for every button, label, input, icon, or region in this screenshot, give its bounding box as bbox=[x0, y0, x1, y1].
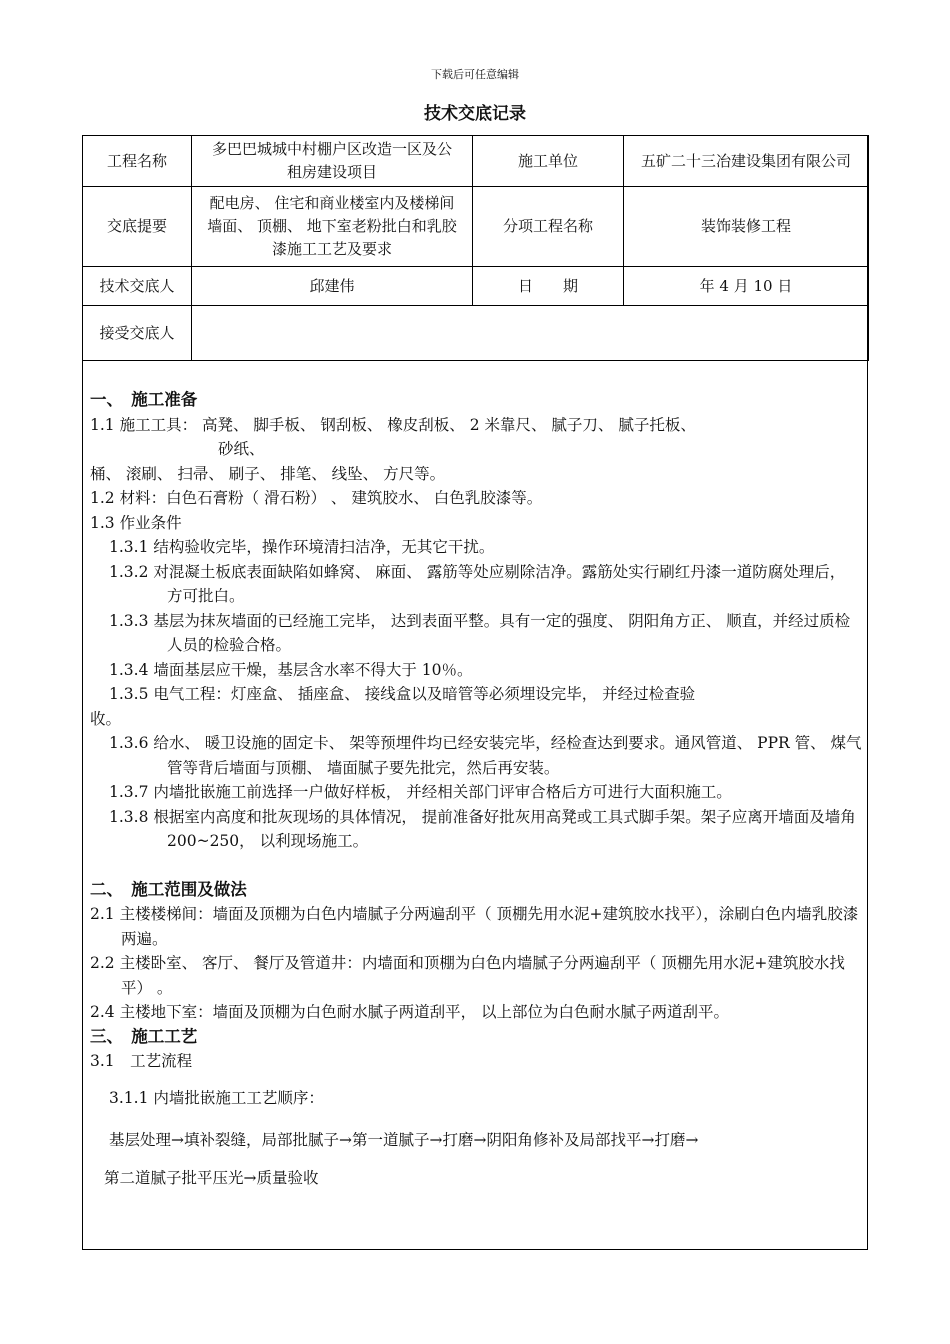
date-value: 年 4 月 10 日 bbox=[624, 267, 869, 306]
paragraph: 1.2 材料：白色石膏粉（ 滑石粉） 、 建筑胶水、 白色乳胶漆等。 bbox=[90, 489, 543, 507]
summary-label: 交底提要 bbox=[83, 187, 192, 267]
summary-value: 配电房、 住宅和商业楼室内及楼梯间墙面、 顶棚、 地下室老粉批白和乳胶漆施工工艺及要求 bbox=[192, 187, 473, 267]
document-body bbox=[90, 388, 862, 1192]
paragraph: 1.3.4 墙面基层应干燥，基层含水率不得大于 10％。 bbox=[109, 660, 473, 679]
table-row bbox=[83, 187, 869, 267]
page-header: 下载后可任意编辑 bbox=[431, 68, 519, 81]
construction-unit-label: 施工单位 bbox=[473, 136, 624, 187]
paragraph: 1.3.5 电气工程：灯座盒、 插座盒、 接线盒以及暗管等必须埋设完毕， 并经过检查验 bbox=[109, 685, 696, 703]
paragraph: 桶、 滚刷、 扫帚、 刷子、 排笔、 线坠、 方尺等。 bbox=[90, 464, 446, 483]
discloser-label: 技术交底人 bbox=[83, 267, 192, 306]
receiver-label: 接受交底人 bbox=[83, 306, 192, 361]
subproject-value: 装饰装修工程 bbox=[624, 187, 869, 267]
paragraph: 1.3.8 根据室内高度和批灰现场的具体情况， 提前准备好批灰用高凳或工具式脚手架。架子应离开墙面及墙角 200~250， 以利现场施工。 bbox=[109, 807, 856, 850]
paragraph: 收。 bbox=[90, 709, 122, 728]
paragraph: 1.3.2 对混凝土板底表面缺陷如蜂窝、 麻面、 露筋等处应剔除洁净。露筋处实行刷红丹漆一道防腐处理后， 方可批白。 bbox=[109, 562, 846, 605]
paragraph: 1.3 作业条件 bbox=[90, 513, 182, 532]
paragraph: 1.1 施工工具： 高凳、 脚手板、 钢刮板、 橡皮刮板、 2 米靠尺、 腻子刀、 腻子托板、 bbox=[90, 415, 696, 434]
date-label: 日 期 bbox=[473, 267, 624, 306]
paragraph: 1.3.3 基层为抹灰墙面的已经施工完毕， 达到表面平整。具有一定的强度、 阴阳角方正、 顺直，并经过质检人员的检验合格。 bbox=[109, 611, 851, 654]
paragraph: 2.1 主楼楼梯间：墙面及顶棚为白色内墙腻子分两遍刮平（ 顶棚先用水泥+建筑胶水找平），涂刷白色内墙乳胶漆两遍。 bbox=[90, 905, 859, 948]
paragraph: 2.4 主楼地下室：墙面及顶棚为白色耐水腻子两道刮平， 以上部位为白色耐水腻子两道刮平。 bbox=[90, 1003, 730, 1021]
discloser-value: 邱建伟 bbox=[192, 267, 473, 306]
paragraph: 1.3.1 结构验收完毕，操作环境清扫洁净，无其它干扰。 bbox=[109, 538, 495, 556]
process-flow-line: 第二道腻子批平压光→质量验收 bbox=[104, 1168, 319, 1187]
document-title: 技术交底记录 bbox=[424, 104, 526, 124]
table-row bbox=[83, 136, 869, 187]
process-flow-line: 基层处理→填补裂缝，局部批腻子→第一道腻子→打磨→阴阳角修补及局部找平→打磨→ bbox=[109, 1130, 699, 1149]
paragraph: 3.1 工艺流程 bbox=[90, 1052, 193, 1070]
info-table bbox=[82, 135, 869, 361]
subproject-label: 分项工程名称 bbox=[473, 187, 624, 267]
table-row bbox=[83, 306, 869, 361]
construction-unit-value: 五矿二十三冶建设集团有限公司 bbox=[624, 136, 869, 187]
section-heading: 三、 施工工艺 bbox=[90, 1026, 198, 1046]
paragraph: 1.3.6 给水、 暖卫设施的固定卡、 架等预埋件均已经安装完毕，经检查达到要求。通风管道、 PPR 管、 煤气管等背后墙面与顶棚、 墙面腻子要先批完，然后再安装。 bbox=[109, 734, 862, 777]
table-row bbox=[83, 267, 869, 306]
section-heading: 二、 施工范围及做法 bbox=[90, 879, 247, 899]
paragraph: 1.3.7 内墙批嵌施工前选择一户做好样板， 并经相关部门评审合格后方可进行大面积施工。 bbox=[109, 783, 732, 801]
paragraph: 3.1.1 内墙批嵌施工工艺顺序： bbox=[109, 1088, 324, 1107]
paragraph: 2.2 主楼卧室、 客厅、 餐厅及管道井：内墙面和顶棚为白色内墙腻子分两遍刮平（ 顶棚先用水泥+建筑胶水找平） 。 bbox=[90, 954, 845, 997]
section-heading: 一、 施工准备 bbox=[90, 390, 198, 409]
paragraph: 砂纸、 bbox=[218, 440, 265, 458]
project-name-label: 工程名称 bbox=[83, 136, 192, 187]
receiver-value bbox=[192, 306, 869, 361]
project-name-value: 多巴巴城城中村棚户区改造一区及公租房建设项目 bbox=[192, 136, 473, 187]
